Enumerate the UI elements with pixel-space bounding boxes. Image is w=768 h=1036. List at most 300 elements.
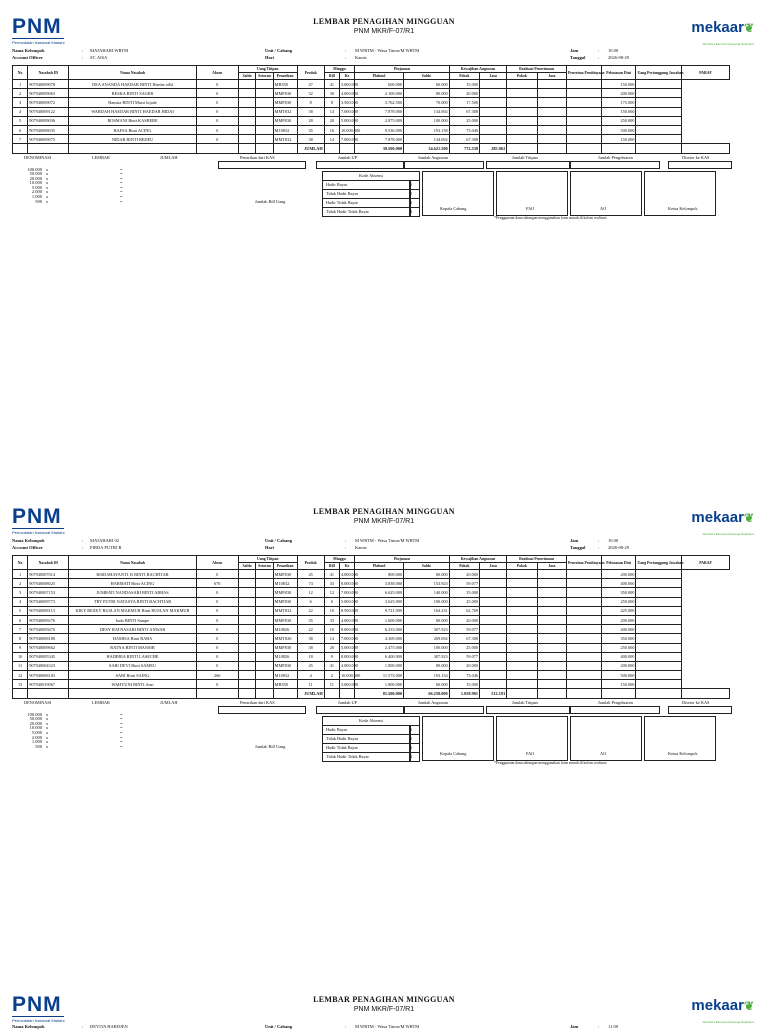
table-cell xyxy=(636,125,682,134)
table-cell: 22 xyxy=(297,625,324,634)
table-cell: Indo BINTI Sampe xyxy=(69,615,196,624)
field-jumlah-titipan[interactable] xyxy=(486,161,570,169)
table-cell xyxy=(537,652,566,661)
equals-sign: = xyxy=(120,730,123,735)
field-disetor-kas[interactable] xyxy=(668,706,732,714)
table-cell: 60.000 xyxy=(404,680,450,689)
table-cell: SARI DEVI Binti SAMEU xyxy=(69,661,196,670)
table-row xyxy=(13,615,730,624)
table-cell: 425.000 xyxy=(601,606,636,615)
table-cell xyxy=(256,89,273,98)
label-jumlah-bill: Jumlah Bill Uang xyxy=(255,198,286,204)
denomination-value: 50.000 xyxy=(29,171,42,177)
label-jumlah-bill: Jumlah Bill Uang xyxy=(255,743,286,749)
label-jumlah-up: Jumlah UP xyxy=(338,699,357,705)
table-body xyxy=(13,80,730,154)
table-cell xyxy=(566,135,601,144)
table-cell: MB358 xyxy=(273,680,297,689)
total-cell xyxy=(324,689,339,698)
table-cell: 907940019067 xyxy=(28,680,69,689)
total-cell xyxy=(196,144,238,153)
table-cell: 11 xyxy=(13,661,28,670)
table-cell xyxy=(256,125,273,134)
label-denominasi: DENOMINASI xyxy=(24,699,52,705)
billing-table xyxy=(12,555,730,699)
table-cell: HADERIA BINTI LASECHE xyxy=(69,652,196,661)
table-cell: 800.000 xyxy=(355,570,404,579)
table-cell: 8 xyxy=(324,98,339,107)
table-cell xyxy=(256,588,273,597)
table-cell: 3 xyxy=(13,588,28,597)
table-cell: 41 xyxy=(324,661,339,670)
label-jumlah-pengeluaran: Jumlah Pengeluaran xyxy=(598,699,633,705)
table-cell xyxy=(480,661,507,670)
label-denominasi: DENOMINASI xyxy=(24,154,52,160)
col-pokok-realisasi: Pokok xyxy=(507,563,537,570)
col-paraf: PARAF xyxy=(682,66,730,80)
table-cell xyxy=(537,116,566,125)
total-cell xyxy=(28,689,69,698)
table-cell: 907940008113 xyxy=(28,606,69,615)
table-cell xyxy=(537,597,566,606)
table-cell: 907940008035 xyxy=(28,125,69,134)
table-cell: 193.158 xyxy=(404,125,450,134)
table-row xyxy=(13,107,730,116)
table-cell: 3.000.000 xyxy=(339,680,354,689)
field-jumlah-pengeluaran[interactable] xyxy=(570,161,660,169)
total-value: 285.962 xyxy=(480,144,507,153)
table-cell: 45 xyxy=(297,570,324,579)
label-jam: Jam xyxy=(570,48,579,53)
total-cell xyxy=(273,689,297,698)
table-cell: 0 xyxy=(196,98,238,107)
table-cell: 73.046 xyxy=(449,671,479,680)
sheet-header xyxy=(0,992,768,1026)
separator: : xyxy=(82,48,84,53)
field-jumlah-angsuran[interactable] xyxy=(404,161,484,169)
equals-sign: = xyxy=(120,739,123,745)
label-jumlah-pengeluaran: Jumlah Pengeluaran xyxy=(598,154,633,160)
field-jumlah-titipan[interactable] xyxy=(486,706,570,714)
table-cell: 12 xyxy=(13,671,28,680)
table-cell: 10.000.000 xyxy=(339,671,354,680)
table-cell xyxy=(238,98,255,107)
table-cell xyxy=(480,615,507,624)
label-nama-kelompok: Nama Kelompok xyxy=(12,538,45,543)
table-cell: 14 xyxy=(324,634,339,643)
label-ketua: Ketua Kelompok xyxy=(668,750,698,756)
table-cell: MMT832 xyxy=(273,606,297,615)
multiply-sign: x xyxy=(46,184,49,190)
table-cell: 4 xyxy=(297,671,324,680)
title-text: LEMBAR PENAGIHAN MINGGUAN xyxy=(313,507,455,516)
table-cell: 907940009276 xyxy=(28,615,69,624)
value-unit-cabang: M WRTM - Wasa Timur/M WRTM xyxy=(355,538,420,543)
table-cell: M10826 xyxy=(273,625,297,634)
table-cell xyxy=(238,135,255,144)
table-cell xyxy=(507,615,537,624)
table-cell: 9 xyxy=(13,643,28,652)
table-cell xyxy=(566,680,601,689)
table-cell xyxy=(256,98,273,107)
table-cell: MMF830 xyxy=(273,597,297,606)
col-penerima: Penerima Pembiayaan xyxy=(566,66,601,80)
col-jasa-realisasi: Jasa xyxy=(537,73,566,80)
label-jumlah-titipan: Jumlah Titipan xyxy=(512,154,538,160)
table-cell: M10832 xyxy=(273,671,297,680)
table-cell xyxy=(537,135,566,144)
table-row xyxy=(13,671,730,680)
table-cell: HARMATI Binti ACING xyxy=(69,579,196,588)
table-cell xyxy=(537,588,566,597)
separator: : xyxy=(345,545,347,550)
table-cell: 13 xyxy=(13,680,28,689)
table-cell: 67.308 xyxy=(449,107,479,116)
table-cell xyxy=(256,135,273,144)
table-row xyxy=(13,606,730,615)
table-cell: 17.500 xyxy=(449,98,479,107)
table-cell xyxy=(537,579,566,588)
table-cell xyxy=(238,588,255,597)
denomination-value: 50.000 xyxy=(29,716,42,722)
table-cell: 11.573.000 xyxy=(355,671,404,680)
table-cell: 15.000 xyxy=(449,680,479,689)
table-cell: 100.000 xyxy=(404,597,450,606)
table-cell xyxy=(507,671,537,680)
col-penarikan: Penarikan xyxy=(273,563,297,570)
sheet-footer xyxy=(0,154,768,229)
table-cell: 400.000 xyxy=(601,579,636,588)
table-cell xyxy=(566,125,601,134)
total-cell xyxy=(256,144,273,153)
total-cell xyxy=(256,689,273,698)
table-cell: 33 xyxy=(324,615,339,624)
table-cell: 0 xyxy=(196,597,238,606)
separator: : xyxy=(345,1024,347,1029)
table-cell: 4.000.000 xyxy=(339,570,354,579)
form-code: PNM MKR/F-07/R1 xyxy=(353,1006,415,1013)
table-cell xyxy=(238,625,255,634)
col-kewajiban: Kewajiban Angsuran xyxy=(449,556,507,563)
value-nama-kelompok: DEVITA HARDJEN xyxy=(90,1024,128,1029)
table-cell: 1.800.000 xyxy=(355,680,404,689)
table-cell: 20.000 xyxy=(449,615,479,624)
table-cell xyxy=(636,606,682,615)
multiply-sign: x xyxy=(46,743,49,749)
table-cell: 907940008183 xyxy=(28,671,69,680)
leaf-icon: ❦ xyxy=(743,511,754,525)
label-jumlah-angsuran: Jumlah Angsuran xyxy=(418,699,448,705)
equals-sign: = xyxy=(120,716,123,722)
col-jasa: Jasa xyxy=(480,73,507,80)
kode-hadir-bayar: Hadir Bayar xyxy=(322,180,411,190)
table-cell xyxy=(636,588,682,597)
label-ketua: Ketua Kelompok xyxy=(668,205,698,211)
equals-sign: = xyxy=(120,184,123,190)
table-cell xyxy=(256,634,273,643)
total-cell xyxy=(537,689,566,698)
table-cell xyxy=(566,597,601,606)
label-jumlah: JUMLAH xyxy=(160,699,178,705)
table-row xyxy=(13,625,730,634)
table-cell: 907940008025 xyxy=(28,579,69,588)
table-cell: 0 xyxy=(196,680,238,689)
table-cell: 16 xyxy=(324,125,339,134)
total-cell xyxy=(339,689,354,698)
total-cell xyxy=(238,144,255,153)
table-cell: 153.923 xyxy=(404,579,450,588)
field-penarikan-kas[interactable] xyxy=(218,706,306,714)
separator: : xyxy=(598,48,600,53)
table-cell: MMF830 xyxy=(273,588,297,597)
table-cell: 38 xyxy=(297,634,324,643)
col-absen: Absen xyxy=(196,66,238,80)
col-produk: Produk xyxy=(297,66,324,80)
table-cell: 7.000.000 xyxy=(339,634,354,643)
col-pelunasan: Pelunasan Dini xyxy=(601,66,636,80)
denomination-value: 5.000 xyxy=(31,184,42,190)
table-cell: 670 xyxy=(196,579,238,588)
table-row xyxy=(13,597,730,606)
multiply-sign: x xyxy=(46,198,49,204)
total-value: 1.058.901 xyxy=(449,689,479,698)
value-hari: Kamis xyxy=(355,545,367,550)
table-cell xyxy=(480,606,507,615)
separator: : xyxy=(82,545,84,550)
denomination-row xyxy=(24,200,224,205)
col-produk: Produk xyxy=(297,556,324,570)
label-tanggal: Tanggal xyxy=(570,545,586,550)
field-disetor-kas[interactable] xyxy=(668,161,732,169)
kode-value-4: 4 xyxy=(409,207,420,217)
leaf-icon: ❦ xyxy=(743,21,754,35)
table-cell: 1 xyxy=(13,80,28,89)
table-cell xyxy=(480,597,507,606)
table-cell xyxy=(256,625,273,634)
billing-sheet-3 xyxy=(0,992,768,1036)
kode-tidak-hadir-bayar: Tidak Hadir Bayar xyxy=(322,189,411,199)
table-cell: 73.046 xyxy=(449,125,479,134)
table-cell: 25.000 xyxy=(449,116,479,125)
table-cell xyxy=(566,579,601,588)
table-cell: 175.000 xyxy=(601,98,636,107)
field-penarikan-kas[interactable] xyxy=(218,161,306,169)
table-cell: 6 xyxy=(13,615,28,624)
col-ke: Ke xyxy=(339,563,354,570)
col-saldo-pinjaman: Saldo xyxy=(404,73,450,80)
table-cell xyxy=(636,89,682,98)
col-setoran: Setoran xyxy=(256,563,273,570)
kode-value-3: 3 xyxy=(409,743,420,753)
table-cell: 20 xyxy=(324,643,339,652)
table-cell xyxy=(566,116,601,125)
table-cell: 0 xyxy=(196,606,238,615)
table-cell: 4.000.000 xyxy=(339,89,354,98)
field-jumlah-pengeluaran[interactable] xyxy=(570,706,660,714)
table-cell: 5.000.000 xyxy=(339,597,354,606)
table-cell: 0 xyxy=(196,135,238,144)
col-no: No xyxy=(13,556,28,570)
label-jumlah: JUMLAH xyxy=(160,154,178,160)
separator: : xyxy=(345,538,347,543)
table-cell: 67.308 xyxy=(449,634,479,643)
table-cell: 200.000 xyxy=(601,615,636,624)
table-cell xyxy=(507,116,537,125)
total-value: 66.258.000 xyxy=(404,689,450,698)
table-cell: 0 xyxy=(196,588,238,597)
table-cell: WAHYUNI BINTI Ansi xyxy=(69,680,196,689)
form-code: PNM MKR/F-07/R1 xyxy=(353,28,415,35)
mekaar-subtitle: Membina Ekonomi Keluarga Sejahtera xyxy=(702,532,754,536)
table-cell: 164.231 xyxy=(404,606,450,615)
billing-sheet-1 xyxy=(0,14,768,229)
table-row xyxy=(13,643,730,652)
total-cell xyxy=(636,144,682,153)
table-cell: 100.000 xyxy=(404,116,450,125)
table-cell: 6 xyxy=(324,597,339,606)
document-title xyxy=(0,995,768,1013)
table-cell: 4.000.000 xyxy=(339,615,354,624)
table-cell: 200.000 xyxy=(601,661,636,670)
table-cell: 3.000.000 xyxy=(339,80,354,89)
table-cell xyxy=(256,579,273,588)
table-cell: 0 xyxy=(196,625,238,634)
table-cell: 134.692 xyxy=(404,135,450,144)
table-cell: 907940009036 xyxy=(28,116,69,125)
label-lembar: LEMBAR xyxy=(92,699,110,705)
table-cell: 6.625.000 xyxy=(355,588,404,597)
multiply-sign: x xyxy=(46,180,49,186)
kode-value-4: 4 xyxy=(409,752,420,762)
denomination-value: 2.000 xyxy=(31,734,42,740)
table-cell xyxy=(537,625,566,634)
table-cell: 6.233.000 xyxy=(355,625,404,634)
table-cell xyxy=(636,671,682,680)
label-disetor-kas: Disetor ke KAS xyxy=(682,699,710,705)
field-jumlah-up[interactable] xyxy=(316,161,404,169)
table-cell: 4 xyxy=(13,107,28,116)
table-cell xyxy=(480,98,507,107)
table-cell xyxy=(507,80,537,89)
table-cell xyxy=(566,98,601,107)
table-cell: 907940005670 xyxy=(28,625,69,634)
separator: : xyxy=(82,55,84,60)
table-cell xyxy=(566,652,601,661)
table-cell xyxy=(256,680,273,689)
table-cell xyxy=(256,606,273,615)
table-cell xyxy=(636,579,682,588)
denomination-list xyxy=(24,168,224,205)
table-cell: 8.000.000 xyxy=(339,625,354,634)
equals-sign: = xyxy=(120,180,123,186)
table-cell xyxy=(566,661,601,670)
table-cell: HAMISA Binti BABA xyxy=(69,634,196,643)
table-cell: 0 xyxy=(196,125,238,134)
table-cell: 10.000.000 xyxy=(339,125,354,134)
col-plafond: Plafond xyxy=(355,73,404,80)
table-cell: 9.536.000 xyxy=(355,125,404,134)
total-cell xyxy=(682,144,730,153)
table-cell xyxy=(256,107,273,116)
table-cell xyxy=(566,570,601,579)
total-cell xyxy=(566,144,601,153)
table-cell: JUMRATI NANDASARI BINTI ABBAS xyxy=(69,588,196,597)
pnm-logo-text: PNM xyxy=(12,15,62,38)
table-cell xyxy=(566,80,601,89)
table-cell: 1.800.000 xyxy=(355,661,404,670)
table-cell: MB358 xyxy=(273,80,297,89)
table-cell xyxy=(256,570,273,579)
table-cell: 907940009122 xyxy=(28,107,69,116)
label-lembar: LEMBAR xyxy=(92,154,110,160)
table-cell xyxy=(507,98,537,107)
table-cell: 8 xyxy=(297,98,324,107)
table-cell: 60.000 xyxy=(404,80,450,89)
field-jumlah-up[interactable] xyxy=(316,706,404,714)
table-cell xyxy=(636,98,682,107)
table-cell: 200.000 xyxy=(601,570,636,579)
table-cell xyxy=(537,643,566,652)
table-cell xyxy=(636,116,682,125)
table-cell: RISDAHAYANTI. R BINTI BACHTIAR xyxy=(69,570,196,579)
col-jasa: Jasa xyxy=(480,563,507,570)
table-cell xyxy=(507,89,537,98)
label-disetor-kas: Disetor ke KAS xyxy=(682,154,710,160)
field-jumlah-angsuran[interactable] xyxy=(404,706,484,714)
table-cell: 350.000 xyxy=(601,634,636,643)
total-cell xyxy=(566,689,601,698)
col-rill: Rill xyxy=(324,563,339,570)
separator: : xyxy=(598,538,600,543)
table-cell: 907940005345 xyxy=(28,652,69,661)
table-cell xyxy=(480,652,507,661)
label-nama-kelompok: Nama Kelompok xyxy=(12,1024,45,1029)
table-cell: 400.000 xyxy=(601,625,636,634)
table-cell: 11 xyxy=(297,680,324,689)
label-ao: AO xyxy=(600,205,607,211)
label-jam: Jam xyxy=(570,1024,579,1029)
table-cell: 5.000.000 xyxy=(339,643,354,652)
table-cell: 269.692 xyxy=(404,634,450,643)
kode-hadir-tidak-bayar: Hadir Tidak Bayar xyxy=(322,198,411,208)
pnm-logo-text: PNM xyxy=(12,993,62,1016)
table-cell: SABI Binti SAING xyxy=(69,671,196,680)
table-cell: 5 xyxy=(13,606,28,615)
table-cell: 2 xyxy=(324,671,339,680)
table-cell: 4.369.000 xyxy=(355,634,404,643)
table-cell xyxy=(480,634,507,643)
table-cell xyxy=(480,579,507,588)
table-cell xyxy=(480,80,507,89)
total-cell xyxy=(507,689,537,698)
table-cell: 140.000 xyxy=(404,588,450,597)
table-cell: DEA ANANDA HAEDAR BINTI Haedar rdhl xyxy=(69,80,196,89)
value-account-officer: ST. AISA xyxy=(90,55,108,60)
multiply-sign: x xyxy=(46,171,49,177)
table-cell xyxy=(238,597,255,606)
table-row xyxy=(13,652,730,661)
col-pokok-realisasi: Pokok xyxy=(507,73,537,80)
col-saldo-pinjaman: Saldo xyxy=(404,563,450,570)
table-cell: 134.692 xyxy=(404,107,450,116)
label-unit-cabang: Unit / Cabang xyxy=(265,538,293,543)
table-cell xyxy=(636,597,682,606)
table-cell xyxy=(238,116,255,125)
col-jasa-realisasi: Jasa xyxy=(537,563,566,570)
kode-tidak-hadir-bayar: Tidak Hadir Bayar xyxy=(322,734,411,744)
table-cell: 5.000.000 xyxy=(339,116,354,125)
table-cell: 14 xyxy=(324,107,339,116)
